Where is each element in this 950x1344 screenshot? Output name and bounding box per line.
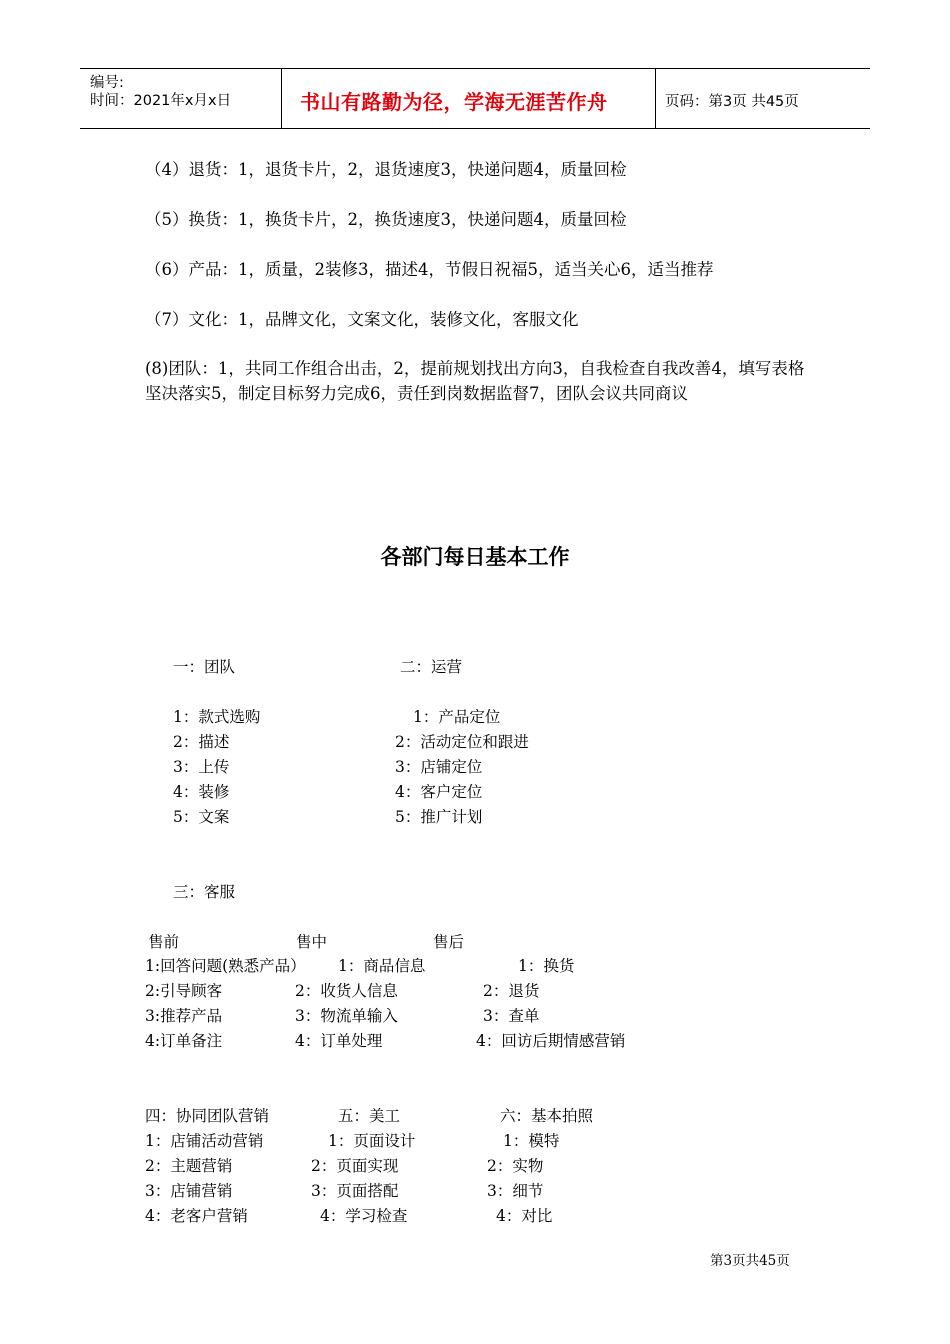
design-item: 1：页面设计: [328, 1132, 416, 1150]
team-item: 4：装修: [173, 783, 230, 801]
aftersale-heading: 售后: [433, 933, 465, 951]
design-item: 4：学习检查: [320, 1207, 408, 1225]
photo-item: 1：模特: [503, 1132, 560, 1150]
photo-item: 3：细节: [487, 1182, 544, 1200]
header-top-border: [80, 68, 870, 69]
presale-item: 2:引导顾客: [145, 982, 223, 1000]
customer-service-heading: 三：客服: [173, 883, 236, 901]
marketing-item: 2：主题营销: [145, 1157, 233, 1175]
presale-item: 4:订单备注: [145, 1032, 223, 1050]
section-title: 各部门每日基本工作: [380, 545, 570, 569]
operations-item: 3：店铺定位: [395, 758, 483, 776]
aftersale-item: 4：回访后期情感营销: [476, 1032, 626, 1050]
presale-heading: 售前: [148, 933, 180, 951]
operations-item: 5：推广计划: [395, 808, 483, 826]
operations-item: 4：客户定位: [395, 783, 483, 801]
header-divider-2: [655, 68, 656, 129]
aftersale-item: 1：换货: [518, 957, 575, 975]
document-number-label: 编号:: [90, 75, 124, 91]
photo-item: 2：实物: [487, 1157, 544, 1175]
photo-heading: 六：基本拍照: [500, 1107, 594, 1125]
insale-heading: 售中: [296, 933, 328, 951]
intro-line-return: （4）退货：1，退货卡片，2，退货速度3，快递问题4，质量回检: [145, 160, 627, 179]
operations-heading: 二：运营: [400, 658, 463, 676]
intro-line-exchange: （5）换货：1，换货卡片，2，换货速度3，快递问题4，质量回检: [145, 210, 627, 229]
aftersale-item: 2：退货: [483, 982, 540, 1000]
team-heading: 一：团队: [173, 658, 236, 676]
aftersale-item: 3：查单: [483, 1007, 540, 1025]
design-item: 2：页面实现: [311, 1157, 399, 1175]
team-paragraph: (8)团队：1，共同工作组合出击，2，提前规划找出方向3，自我检查自我改善4，填写表格坚决落实5，制定目标努力完成6，责任到岗数据监督7，团队会议共同商议: [145, 359, 805, 403]
intro-line-product: （6）产品：1，质量，2装修3，描述4，节假日祝福5，适当关心6，适当推荐: [145, 260, 714, 279]
operations-item: 2：活动定位和跟进: [395, 733, 529, 751]
header-page-label: 页码：第3页 共45页: [665, 94, 799, 110]
header-bottom-border: [80, 128, 870, 129]
photo-item: 4：对比: [496, 1207, 553, 1225]
document-time-label: 时间：2021年x月x日: [90, 93, 232, 109]
presale-item: 3:推荐产品: [145, 1007, 223, 1025]
team-item: 2：描述: [173, 733, 230, 751]
team-item: 1：款式选购: [173, 708, 261, 726]
marketing-item: 3：店铺营销: [145, 1182, 233, 1200]
header-motto: 书山有路勤为径，学海无涯苦作舟: [300, 90, 608, 114]
marketing-item: 4：老客户营销: [145, 1207, 248, 1225]
design-heading: 五：美工: [338, 1107, 401, 1125]
team-item: 5：文案: [173, 808, 230, 826]
marketing-heading: 四：协同团队营销: [145, 1107, 270, 1125]
insale-item: 4：订单处理: [295, 1032, 383, 1050]
presale-item: 1:回答问题(熟悉产品）: [145, 957, 306, 975]
operations-item: 1：产品定位: [413, 708, 501, 726]
header-divider-1: [281, 68, 282, 129]
insale-item: 2：收货人信息: [295, 982, 398, 1000]
design-item: 3：页面搭配: [311, 1182, 399, 1200]
team-item: 3：上传: [173, 758, 230, 776]
insale-item: 3：物流单输入: [295, 1007, 398, 1025]
marketing-item: 1：店铺活动营销: [145, 1132, 264, 1150]
footer-page-number: 第3页共45页: [710, 1253, 790, 1269]
insale-item: 1：商品信息: [338, 957, 426, 975]
intro-line-culture: （7）文化：1，品牌文化，文案文化，装修文化，客服文化: [145, 310, 579, 329]
